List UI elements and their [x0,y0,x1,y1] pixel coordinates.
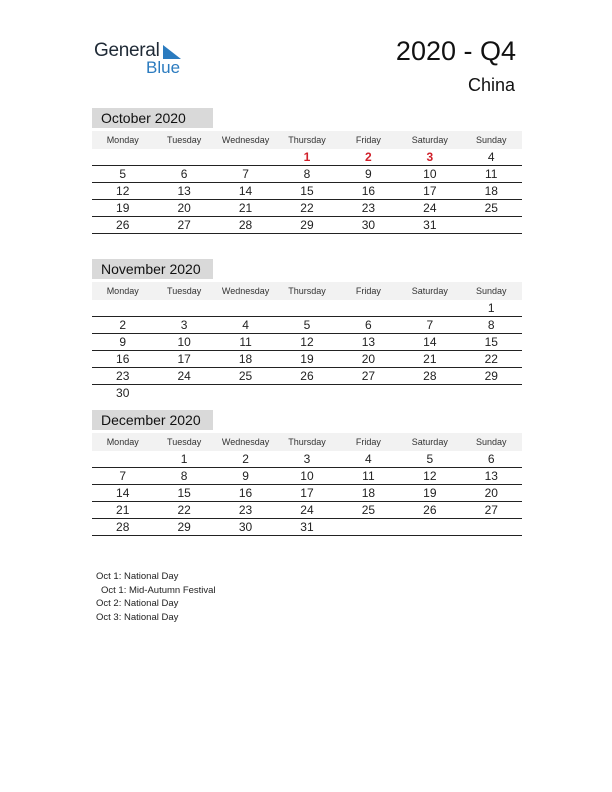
day-cell: 6 [487,452,495,466]
day-cell [276,300,337,316]
day-cell: 21 [238,201,253,215]
week-row [92,149,522,166]
week-row [92,317,522,334]
week-row [92,166,522,183]
day-cell: 7 [119,469,127,483]
day-cell: 21 [423,352,437,366]
week-row [92,468,522,485]
week-row [92,334,522,351]
day-cell: 23 [361,201,376,215]
day-cell [338,385,399,401]
weekday-header: Saturday [411,437,448,447]
day-cell [338,519,399,535]
weekday-header: Thursday [288,135,326,145]
day-cell: 9 [119,335,127,349]
day-cell: 8 [487,318,495,332]
day-cell: 8 [180,469,188,483]
day-cell: 11 [362,469,375,483]
day-cell: 26 [116,218,130,232]
day-cell: 16 [116,352,130,366]
brand-logo [94,40,194,80]
day-cell [399,385,460,401]
day-cell: 3 [303,452,311,466]
weekday-header: Sunday [475,286,507,296]
day-cell [461,385,522,401]
month-december [92,410,522,536]
day-cell: 19 [116,201,130,215]
day-cell: 24 [300,503,314,517]
day-cell: 2 [242,452,249,466]
day-cell: 5 [119,167,127,181]
day-cell [461,519,522,535]
day-cell: 12 [423,469,437,483]
day-cell: 15 [177,486,191,500]
weekday-header: Tuesday [167,286,202,296]
day-cell: 15 [300,184,314,198]
week-row [92,485,522,502]
day-cell: 12 [300,335,314,349]
day-cell: 2 [365,150,372,164]
weekday-header-row [92,131,522,149]
country-name: China [467,75,515,95]
day-cell: 17 [423,184,437,198]
day-cell: 9 [242,469,249,483]
holiday-notes [96,570,216,624]
weekday-header: Wednesday [221,286,270,296]
day-cell: 23 [238,503,253,517]
day-cell: 11 [239,335,252,349]
day-cell: 20 [484,486,498,500]
month-label: October 2020 [92,108,213,128]
day-cell: 4 [365,452,372,466]
day-cell: 22 [484,352,498,366]
day-cell [92,149,153,165]
day-cell: 28 [423,369,437,383]
weekday-header: Friday [355,135,381,145]
week-row [92,519,522,536]
day-cell [153,385,214,401]
day-cell: 30 [116,386,130,400]
holiday-note: Oct 1: Mid-Autumn Festival [101,584,216,596]
day-cell: 15 [484,335,498,349]
day-cell [153,149,214,165]
day-cell: 5 [303,318,311,332]
day-cell [399,519,460,535]
weekday-header: Tuesday [167,135,202,145]
day-cell: 8 [303,167,311,181]
weekday-header: Wednesday [221,437,270,447]
day-cell: 13 [484,469,498,483]
day-cell: 10 [423,167,437,181]
weekday-header: Sunday [475,135,507,145]
day-cell: 27 [361,369,376,383]
day-cell: 19 [300,352,314,366]
weekday-header: Saturday [411,135,448,145]
day-cell [215,385,276,401]
week-row [92,451,522,468]
day-cell: 22 [177,503,191,517]
day-cell: 19 [423,486,437,500]
day-cell: 24 [177,369,191,383]
weekday-header: Wednesday [221,135,270,145]
day-cell: 28 [116,520,130,534]
day-cell [215,300,276,316]
day-cell: 29 [177,520,191,534]
day-cell [92,300,153,316]
weekday-header: Friday [355,286,381,296]
day-cell: 6 [365,318,372,332]
month-label: December 2020 [92,410,213,430]
brand-word-blue: Blue [146,58,181,77]
day-cell: 10 [300,469,314,483]
day-cell: 31 [300,520,314,534]
weekday-header: Tuesday [167,437,202,447]
day-cell: 26 [423,503,437,517]
day-cell: 7 [426,318,434,332]
day-cell: 13 [361,335,376,349]
day-cell: 23 [116,369,130,383]
day-cell: 16 [361,184,376,198]
day-cell: 11 [485,167,498,181]
day-cell: 25 [361,503,376,517]
week-row [92,183,522,200]
week-row [92,300,522,317]
weekday-header: Monday [106,437,139,447]
week-row [92,217,522,234]
weekday-header: Monday [106,135,139,145]
day-cell: 14 [116,486,130,500]
day-cell: 3 [180,318,188,332]
month-label: November 2020 [92,259,213,279]
day-cell: 3 [426,150,434,164]
day-cell: 14 [423,335,437,349]
weekday-header: Thursday [288,437,326,447]
day-cell [215,149,276,165]
day-cell: 20 [361,352,376,366]
day-cell: 20 [177,201,191,215]
day-cell: 2 [119,318,127,332]
day-cell: 24 [423,201,437,215]
day-cell: 17 [300,486,314,500]
holiday-note: Oct 2: National Day [96,598,179,609]
week-row [92,200,522,217]
day-cell: 18 [484,184,498,198]
week-row [92,368,522,385]
day-cell: 4 [242,318,249,332]
day-cell: 9 [365,167,372,181]
day-cell: 28 [238,218,253,232]
day-cell: 14 [238,184,253,198]
day-cell: 12 [116,184,130,198]
weekday-header: Sunday [475,437,507,447]
day-cell [153,300,214,316]
day-cell: 17 [177,352,191,366]
brand-triangle-icon [163,45,181,59]
day-cell: 18 [361,486,376,500]
day-cell: 21 [116,503,130,517]
day-cell: 25 [238,369,253,383]
holiday-note: Oct 1: National Day [96,571,179,582]
day-cell: 1 [303,150,311,164]
day-cell: 29 [300,218,314,232]
day-cell: 30 [361,218,376,232]
day-cell: 13 [177,184,191,198]
weekday-header: Monday [106,286,139,296]
day-cell: 5 [426,452,434,466]
weekday-header: Thursday [288,286,326,296]
week-row [92,351,522,368]
day-cell: 27 [177,218,191,232]
day-cell: 1 [180,452,188,466]
day-cell: 6 [180,167,188,181]
day-cell: 27 [484,503,498,517]
page-title: 2020 - Q4 [395,36,516,66]
week-row [92,502,522,519]
day-cell: 22 [300,201,314,215]
week-row [92,385,522,401]
day-cell: 31 [423,218,437,232]
day-cell: 29 [484,369,498,383]
weekday-header: Friday [355,437,381,447]
day-cell: 26 [300,369,314,383]
day-cell [92,451,153,467]
day-cell: 10 [177,335,191,349]
day-cell [338,300,399,316]
holiday-note: Oct 3: National Day [96,611,179,623]
day-cell: 30 [238,520,253,534]
weekday-header-row [92,433,522,451]
weekday-header-row [92,282,522,300]
day-cell: 16 [238,486,253,500]
month-november [92,259,522,401]
brand-word-general: General [94,40,160,61]
day-cell: 25 [484,201,498,215]
day-cell [461,217,522,233]
day-cell: 7 [242,167,249,181]
day-cell: 1 [487,301,495,315]
day-cell: 4 [487,150,495,164]
day-cell [276,385,337,401]
day-cell: 18 [238,352,253,366]
weekday-header: Saturday [411,286,448,296]
month-october [92,108,522,234]
day-cell [399,300,460,316]
